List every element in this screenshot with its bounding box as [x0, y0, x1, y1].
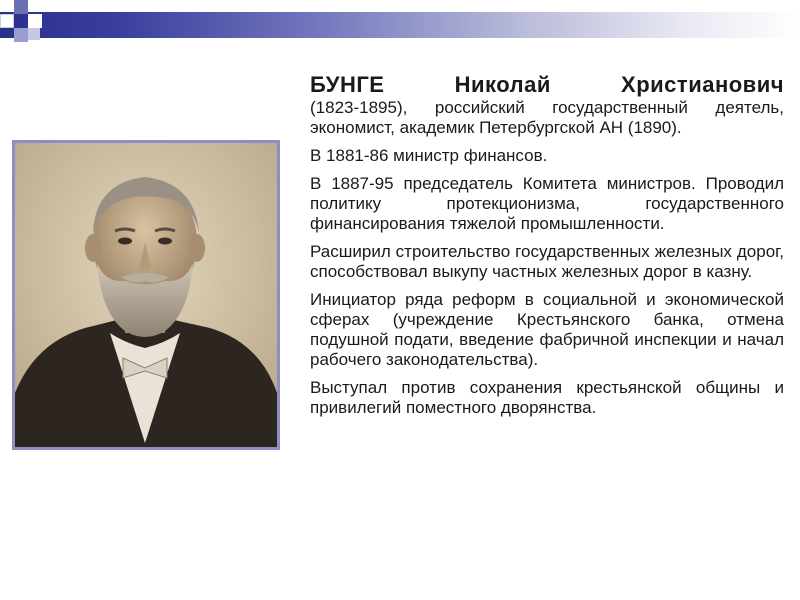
portrait-photo	[12, 140, 280, 450]
bio-paragraph: (1823-1895), российский государственный деятель, экономист, академик Петербургской АН (1890).	[310, 98, 784, 137]
person-name-heading: БУНГЕ Николай Христианович	[310, 72, 784, 97]
bio-paragraph: В 1881-86 министр финансов.	[310, 146, 548, 165]
header-gradient-band	[0, 12, 800, 38]
decorative-squares	[0, 0, 70, 50]
decorative-square	[14, 0, 28, 14]
decorative-square	[42, 0, 54, 12]
biography-text	[310, 72, 784, 426]
intro-paragraph	[310, 72, 784, 138]
decorative-square	[0, 14, 14, 28]
bio-paragraph: Инициатор ряда реформ в социальной и экономической сферах (учреждение Крестьянского банка, отмена подушной подати, введение фабричной инспекции и начал рабочего законодательства).	[310, 290, 784, 369]
portrait-illustration	[15, 143, 277, 447]
bio-paragraph: Выступал против сохранения крестьянской общины и привилегий поместного дворянства.	[310, 378, 784, 417]
bio-paragraph: В 1887-95 председатель Комитета министров. Проводил политику протекционизма, государственного финансирования тяжелой промышленности.	[310, 174, 784, 233]
decorative-square	[14, 28, 28, 42]
decorative-square	[28, 14, 42, 28]
decorative-square	[28, 28, 40, 40]
bio-paragraph: Расширил строительство государственных железных дорог, способствовал выкупу частных железных дорог в казну.	[310, 242, 784, 281]
